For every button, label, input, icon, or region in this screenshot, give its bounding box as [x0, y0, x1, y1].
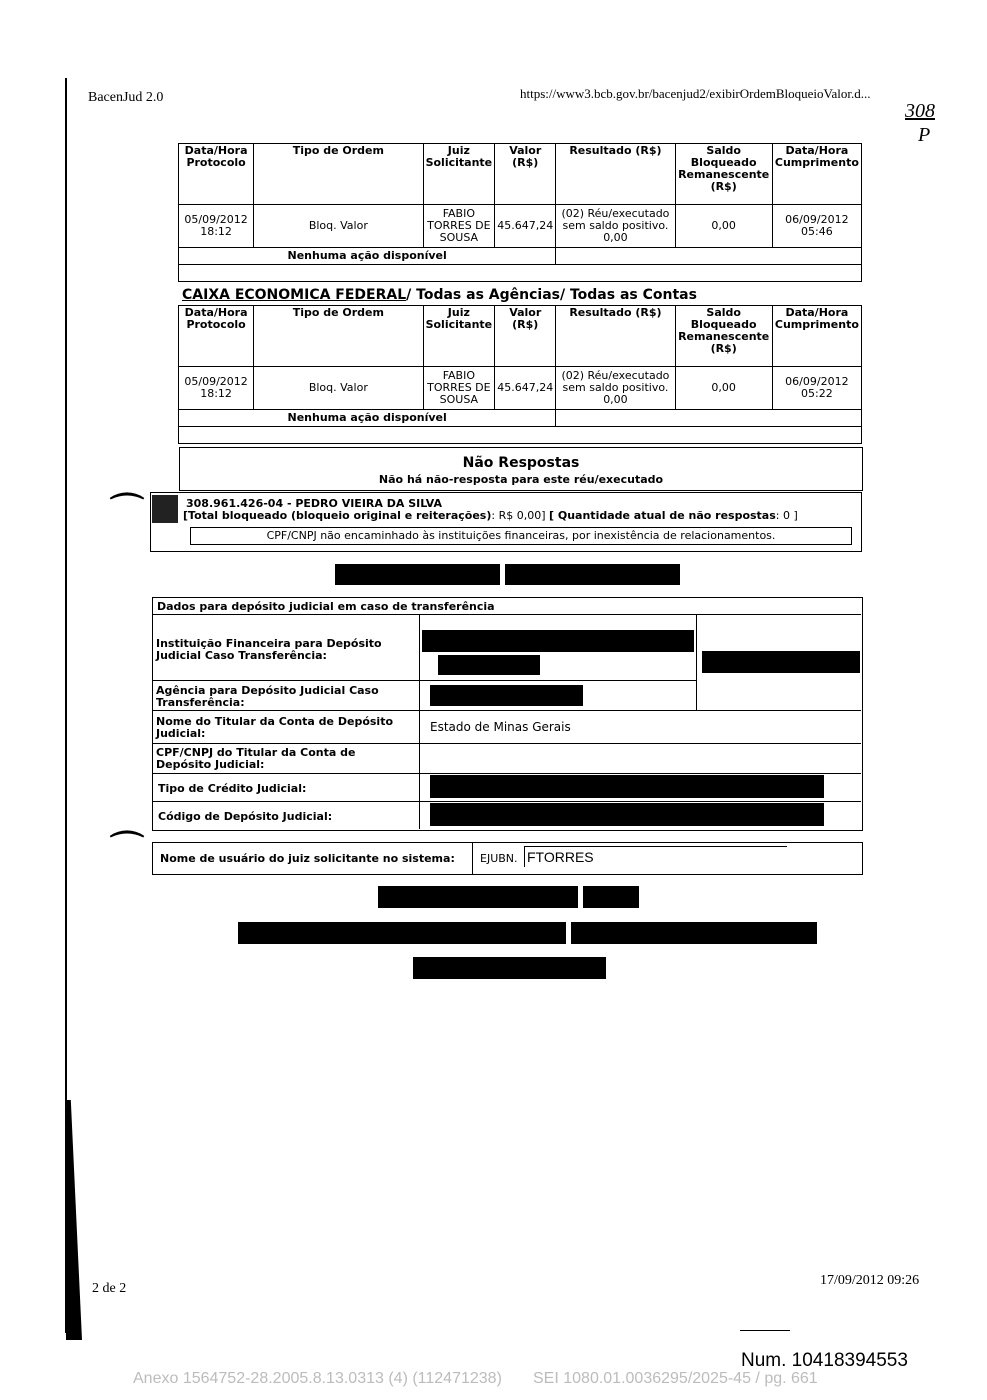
defendant-totals — [183, 509, 798, 522]
redacted-field — [422, 630, 694, 652]
cell-protocolo: 05/09/2012 18:12 — [179, 205, 254, 248]
scan-dash-mark — [740, 1330, 790, 1331]
hole-punch-mark: ⌒ — [110, 491, 144, 531]
qty-value: : 0 ] — [775, 509, 798, 522]
redacted-field — [438, 655, 540, 675]
print-datetime: 17/09/2012 09:26 — [820, 1273, 920, 1288]
document-number: Num. 10418394553 — [741, 1350, 908, 1371]
col-cumprimento: Data/Hora Cumprimento — [772, 306, 861, 367]
cell-protocolo: 05/09/2012 18:12 — [179, 367, 254, 410]
col-protocolo: Data/Hora Protocolo — [179, 144, 254, 205]
total-label: [Total bloqueado (bloqueio original e reiterações) — [183, 509, 492, 522]
page-stamp-number — [905, 100, 935, 123]
cell-resultado: (02) Réu/executado sem saldo positivo. 0,00 — [556, 205, 675, 248]
defendant-note: CPF/CNPJ não encaminhado às instituições financeiras, por inexistência de relacionamentos. — [266, 529, 776, 542]
cell-cumprimento: 06/09/2012 05:46 — [772, 205, 861, 248]
col-valor: Valor (R$) — [495, 306, 556, 367]
cell-juiz: FABIO TORRES DE SOUSA — [423, 205, 495, 248]
col-saldo: Saldo Bloqueado Remanescente (R$) — [675, 306, 772, 367]
cell-juiz: FABIO TORRES DE SOUSA — [423, 367, 495, 410]
table-action-row — [179, 248, 862, 265]
annex-reference: Anexo 1564752-28.2005.8.13.0313 (4) (112471238) SEI 1080.01.0036295/2025-45 / pg. 661 — [133, 1370, 818, 1387]
order-table-2 — [178, 305, 862, 444]
table-row — [179, 367, 862, 410]
page-stamp-letter: P — [918, 124, 931, 146]
col-resultado: Resultado (R$) — [556, 306, 675, 367]
table-spacer-row — [179, 265, 862, 282]
table-header-row — [179, 306, 862, 367]
agencia-label: Agência para Depósito Judicial Caso Transferência: — [156, 684, 379, 709]
nao-respostas-message: Não há não-resposta para este réu/executado — [378, 473, 664, 486]
divider — [152, 614, 861, 615]
cell-tipo: Bloq. Valor — [254, 205, 423, 248]
redacted-field — [430, 775, 824, 798]
divider — [152, 743, 861, 744]
nao-respostas-title: Não Respostas — [462, 455, 580, 471]
deposito-title: Dados para depósito judicial em caso de transferência — [157, 600, 495, 613]
table-spacer-row — [179, 427, 862, 444]
col-protocolo: Data/Hora Protocolo — [179, 306, 254, 367]
divider — [152, 680, 696, 681]
codigo-deposito-label: Código de Depósito Judicial: — [158, 810, 333, 823]
redacted-field — [702, 651, 860, 673]
col-juiz: Juiz Solicitante — [423, 144, 495, 205]
order-table-1 — [178, 143, 862, 282]
redacted-button[interactable] — [378, 886, 578, 908]
no-action-text: Nenhuma ação disponível — [179, 248, 556, 265]
nao-respostas-box — [179, 447, 863, 491]
hole-punch-mark: ⌒ — [110, 829, 144, 869]
divider — [696, 614, 697, 711]
redacted-field — [430, 685, 583, 706]
scan-margin-shadow — [66, 1100, 82, 1340]
checkbox-marker — [152, 495, 178, 523]
instituicao-label: Instituição Financeira para Depósito Judicial Caso Transferência: — [156, 637, 382, 662]
redacted-button[interactable] — [583, 886, 639, 908]
page-url: https://www3.bcb.gov.br/bacenjud2/exibirOrdemBloqueioValor.d... — [520, 86, 871, 101]
app-title: BacenJud 2.0 — [88, 90, 164, 105]
tipo-credito-label: Tipo de Crédito Judicial: — [158, 782, 307, 795]
table-action-row — [179, 410, 862, 427]
usuario-prefix: EJUBN. — [480, 852, 518, 865]
cpf-titular-label: CPF/CNPJ do Titular da Conta de Depósito Judicial: — [156, 746, 356, 771]
nome-titular-label: Nome do Titular da Conta de Depósito Judicial: — [156, 715, 394, 740]
table-header-row — [179, 144, 862, 205]
redacted-button[interactable] — [413, 957, 606, 979]
col-valor: Valor (R$) — [495, 144, 556, 205]
no-action-text: Nenhuma ação disponível — [179, 410, 556, 427]
col-resultado: Resultado (R$) — [556, 144, 675, 205]
divider — [152, 710, 861, 711]
col-cumprimento: Data/Hora Cumprimento — [772, 144, 861, 205]
redacted-button[interactable] — [238, 922, 566, 944]
bank-name: CAIXA ECONOMICA FEDERAL — [182, 287, 407, 303]
usuario-input[interactable]: FTORRES — [524, 846, 787, 867]
divider — [152, 773, 861, 774]
cell-resultado: (02) Réu/executado sem saldo positivo. 0,00 — [556, 367, 675, 410]
cell-cumprimento: 06/09/2012 05:22 — [772, 367, 861, 410]
page-stamp-number-text: 308 — [905, 100, 935, 122]
qty-label: [ Quantidade atual de não respostas — [549, 509, 776, 522]
spacer-cell — [179, 427, 862, 444]
empty-cell — [556, 248, 862, 265]
divider — [152, 801, 861, 802]
redacted-field — [430, 803, 824, 826]
redacted-button[interactable] — [505, 564, 680, 585]
page-count: 2 de 2 — [92, 1281, 127, 1296]
col-saldo: Saldo Bloqueado Remanescente (R$) — [675, 144, 772, 205]
cell-tipo: Bloq. Valor — [254, 367, 423, 410]
bank-scope: / Todas as Agências/ Todas as Contas — [406, 287, 697, 303]
cell-saldo: 0,00 — [675, 367, 772, 410]
spacer-cell — [179, 265, 862, 282]
defendant-id: 308.961.426-04 - PEDRO VIEIRA DA SILVA — [186, 497, 442, 510]
table-row — [179, 205, 862, 248]
defendant-note-box — [190, 527, 852, 545]
bank-title — [182, 287, 697, 303]
col-juiz: Juiz Solicitante — [423, 306, 495, 367]
col-tipo: Tipo de Ordem — [254, 144, 423, 205]
nome-titular-value: Estado de Minas Gerais — [430, 720, 571, 734]
cell-valor: 45.647,24 — [495, 205, 556, 248]
cell-saldo: 0,00 — [675, 205, 772, 248]
redacted-button[interactable] — [335, 564, 500, 585]
divider — [419, 614, 420, 829]
divider — [472, 842, 473, 875]
empty-cell — [556, 410, 862, 427]
redacted-button[interactable] — [571, 922, 817, 944]
usuario-label: Nome de usuário do juiz solicitante no sistema: — [160, 852, 455, 865]
total-value: : R$ 0,00] — [491, 509, 546, 522]
col-tipo: Tipo de Ordem — [254, 306, 423, 367]
cell-valor: 45.647,24 — [495, 367, 556, 410]
